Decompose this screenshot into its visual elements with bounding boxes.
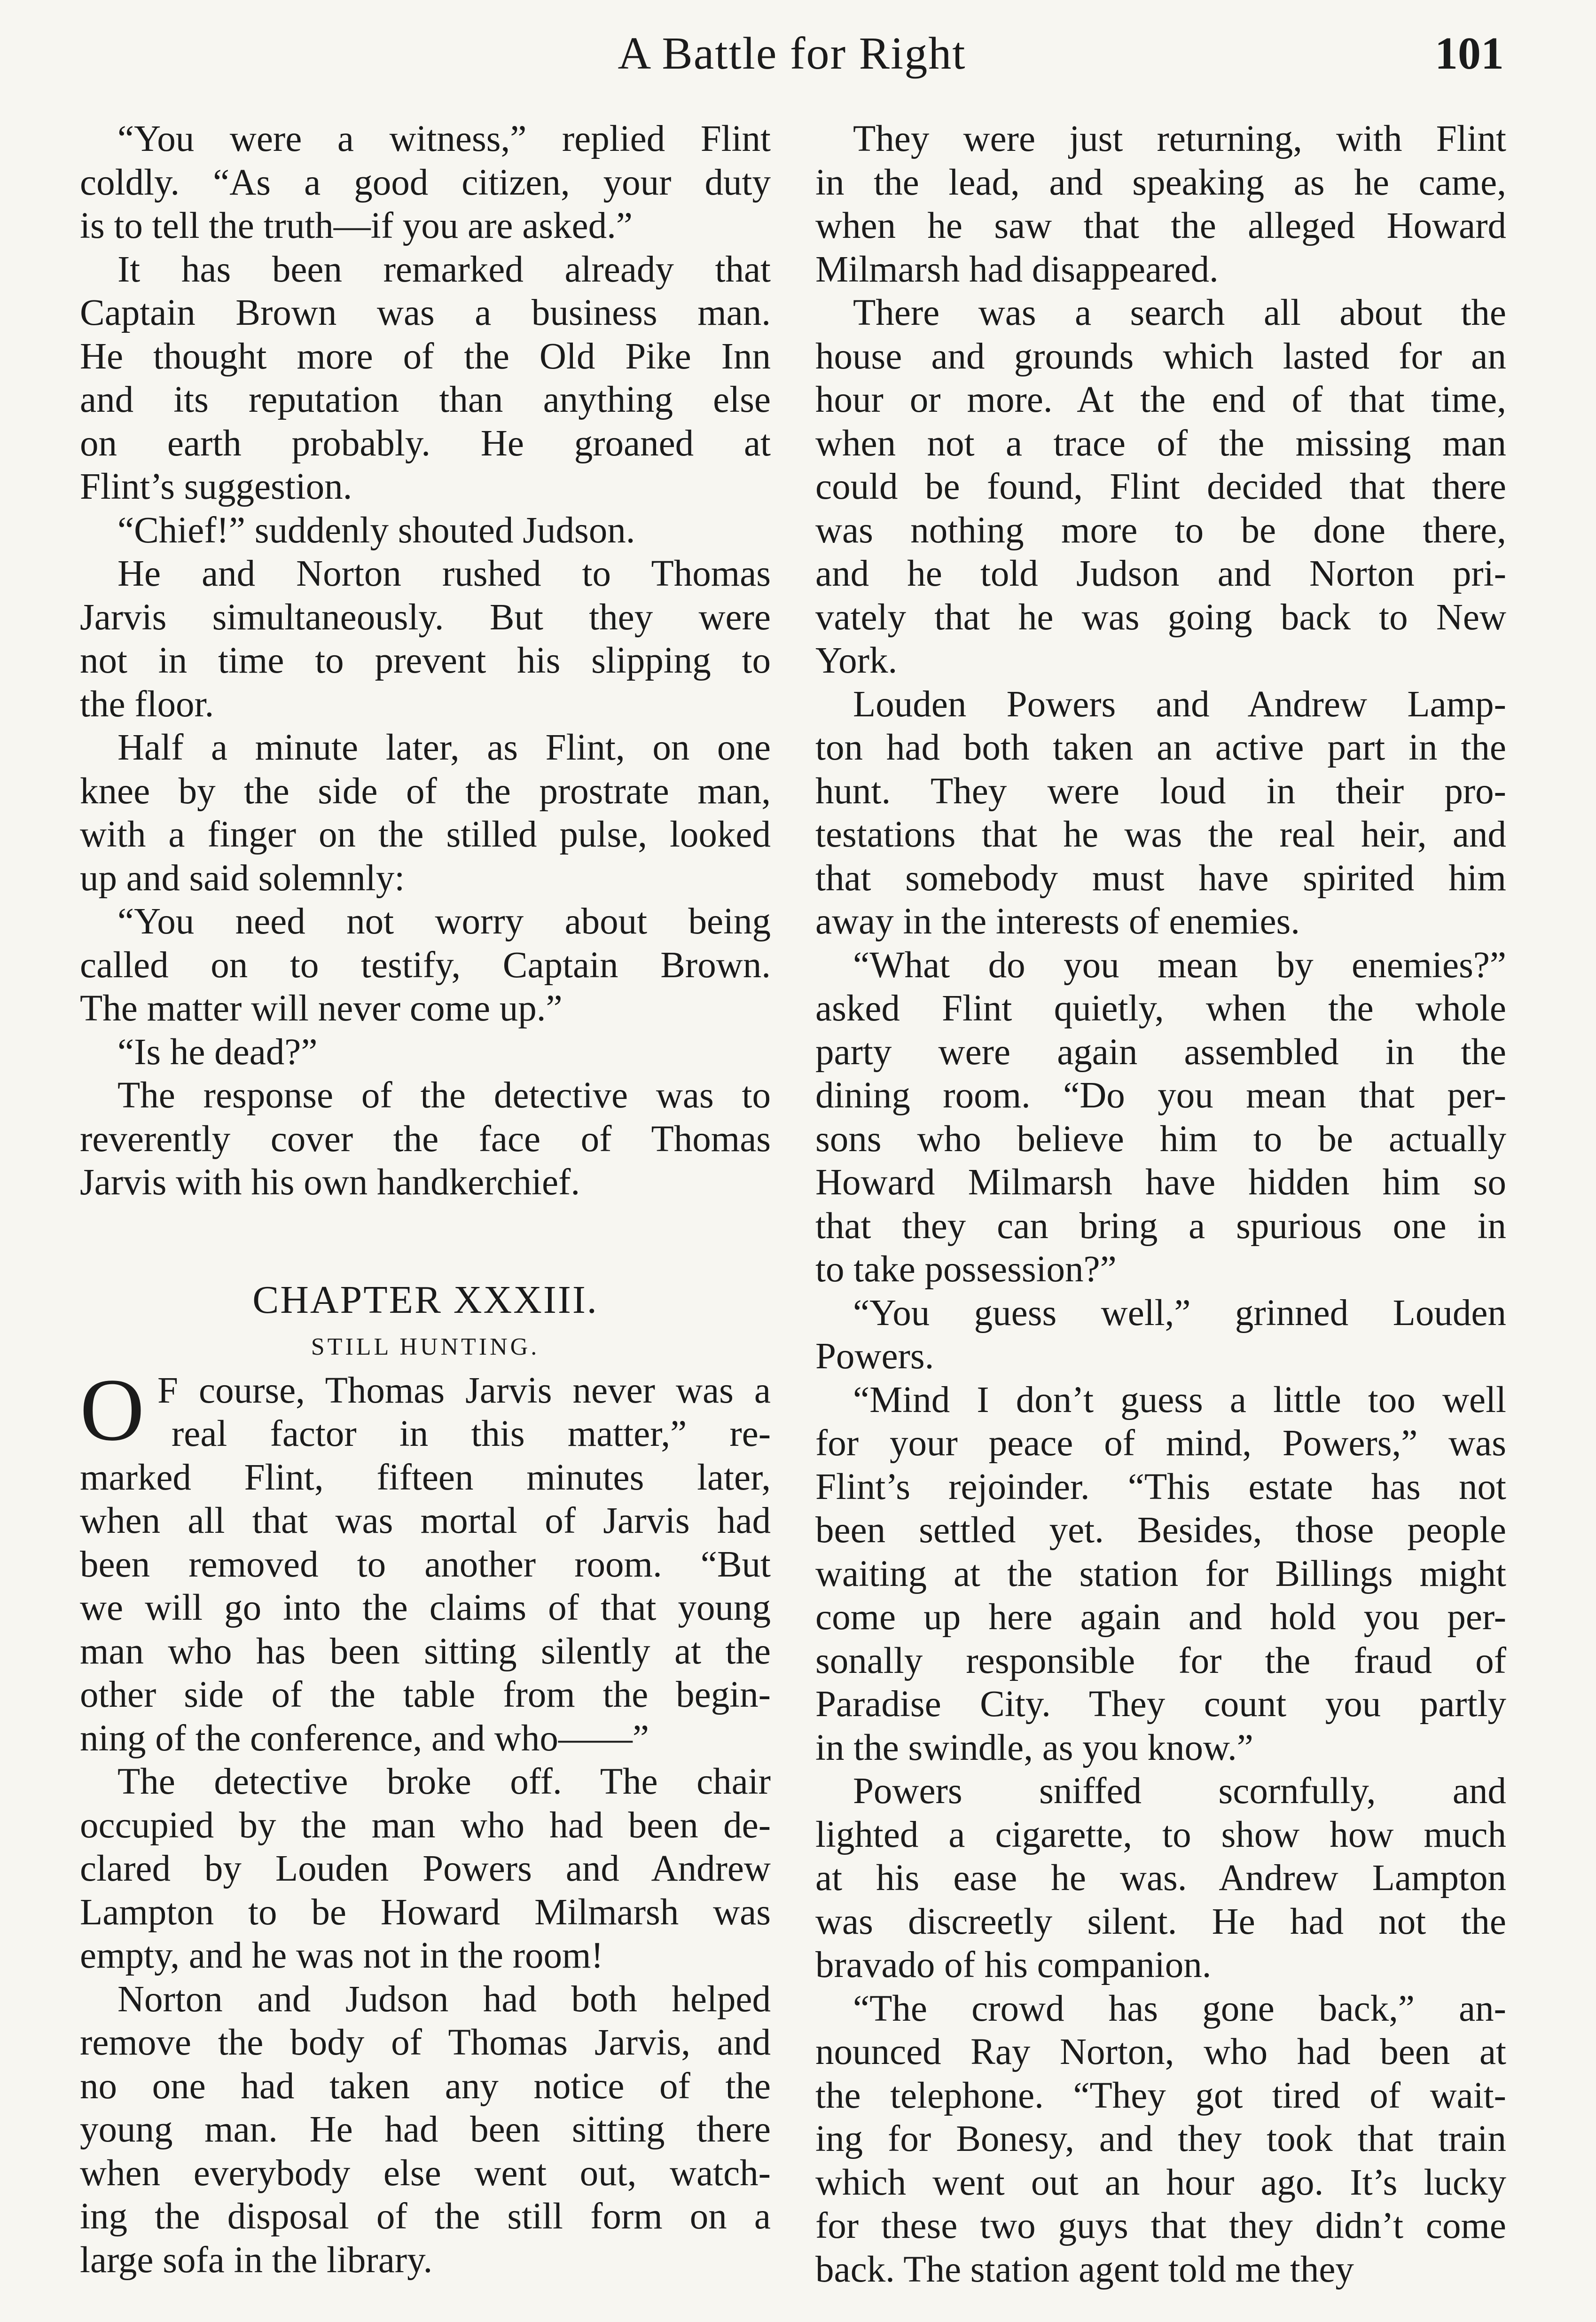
text-line: Norton and Judson had both helped: [117, 1978, 771, 2020]
text-line: “You guess well,” grinned Louden: [853, 1292, 1506, 1334]
text-line: Flint’s suggestion.: [80, 466, 352, 507]
text-line: Jarvis simultaneously. But they were: [80, 596, 771, 638]
text-line: “Chief!” suddenly shouted Judson.: [117, 510, 635, 551]
text-line: dining room. “Do you mean that per-: [815, 1075, 1506, 1116]
text-line: nounced Ray Norton, who had been at: [815, 2032, 1506, 2072]
text-line: They were just returning, with Flint: [853, 118, 1506, 159]
drop-cap: O: [80, 1360, 145, 1459]
text-line: on earth probably. He groaned at: [80, 423, 771, 464]
text-line: was nothing more to be done there,: [815, 510, 1506, 551]
left-column-text-before-chapter: [80, 118, 771, 1205]
page-header: [80, 27, 1504, 88]
text-line: house and grounds which lasted for an: [815, 336, 1506, 377]
text-line: coldly. “As a good citizen, your duty: [80, 162, 771, 203]
text-line: the floor.: [80, 683, 214, 725]
text-line: occupied by the man who had been de-: [80, 1804, 771, 1846]
text-line: at his ease he was. Andrew Lampton: [815, 1858, 1506, 1898]
text-line: come up here again and hold you per-: [815, 1597, 1506, 1638]
text-line: been removed to another room. “But: [80, 1544, 771, 1585]
text-line: young man. He had been sitting there: [80, 2109, 771, 2150]
text-line: Captain Brown was a business man.: [80, 292, 771, 333]
text-line: ton had both taken an active part in the: [815, 727, 1506, 768]
text-line: reverently cover the face of Thomas: [80, 1118, 771, 1160]
text-line: sons who believe him to be actually: [815, 1118, 1506, 1160]
text-line: no one had taken any notice of the: [80, 2065, 771, 2107]
page-number: 101: [1435, 28, 1504, 79]
text-line: F course, Thomas Jarvis never was a: [157, 1370, 771, 1411]
text-line: Paradise City. They count you partly: [815, 1684, 1506, 1725]
text-line: He thought more of the Old Pike Inn: [80, 336, 771, 377]
text-line: in the lead, and speaking as he came,: [815, 162, 1506, 203]
text-line: sonally responsible for the fraud of: [815, 1640, 1506, 1681]
text-line: and its reputation than anything else: [80, 379, 771, 420]
text-line: “You were a witness,” replied Flint: [117, 118, 771, 159]
text-line: Powers.: [815, 1336, 934, 1377]
text-line: called on to testify, Captain Brown.: [80, 944, 771, 986]
text-line: that they can bring a spurious one in: [815, 1205, 1506, 1247]
text-line: Jarvis with his own handkerchief.: [80, 1162, 580, 1203]
text-line: could be found, Flint decided that there: [815, 466, 1506, 507]
text-line: the telephone. “They got tired of wait-: [815, 2075, 1506, 2116]
text-line: up and said solemnly:: [80, 857, 405, 899]
text-line: The matter will never come up.”: [80, 988, 563, 1029]
text-line: party were again assembled in the: [815, 1031, 1506, 1073]
text-line: vately that he was going back to New: [815, 596, 1506, 638]
chapter-subtitle: STILL HUNTING.: [311, 1333, 540, 1360]
text-line: The response of the detective was to: [117, 1075, 771, 1116]
text-line: been settled yet. Besides, those people: [815, 1510, 1506, 1551]
text-line: was discreetly silent. He had not the: [815, 1901, 1506, 1942]
text-line: Powers sniffed scornfully, and: [853, 1771, 1506, 1812]
text-line: hour or more. At the end of that time,: [815, 379, 1506, 420]
chapter-heading: CHAPTER XXXIII.: [252, 1278, 598, 1322]
text-line: There was a search all about the: [853, 292, 1506, 333]
text-line: for these two guys that they didn’t come: [815, 2205, 1506, 2246]
text-line: Flint’s rejoinder. “This estate has not: [815, 1466, 1506, 1507]
text-line: “Is he dead?”: [117, 1031, 318, 1073]
text-line: not in time to prevent his slipping to: [80, 640, 771, 681]
text-line: clared by Louden Powers and Andrew: [80, 1848, 771, 1889]
text-line: man who has been sitting silently at the: [80, 1631, 771, 1672]
text-line: ning of the conference, and who——”: [80, 1718, 649, 1759]
text-line: Louden Powers and Andrew Lamp-: [853, 683, 1506, 725]
text-line: “You need not worry about being: [117, 901, 771, 942]
text-line: lighted a cigarette, to show how much: [815, 1814, 1506, 1855]
chapter-opening: [80, 1360, 771, 1459]
text-line: waiting at the station for Billings might: [815, 1553, 1506, 1594]
text-line: Howard Milmarsh have hidden him so: [815, 1162, 1506, 1203]
right-column-text: [815, 118, 1506, 2291]
text-line: bravado of his companion.: [815, 1945, 1212, 1985]
left-column: [80, 118, 771, 2282]
text-line: in the swindle, as you know.”: [815, 1727, 1253, 1768]
text-line: real factor in this matter,” re-: [172, 1413, 771, 1454]
right-column: [815, 118, 1506, 2291]
text-line: Lampton to be Howard Milmarsh was: [80, 1891, 771, 1933]
chapter-spacer: [80, 1205, 771, 1275]
text-line: away in the interests of enemies.: [815, 901, 1300, 942]
running-title: A Battle for Right: [618, 28, 966, 79]
text-line: marked Flint, fifteen minutes later,: [80, 1457, 771, 1498]
text-line: when everybody else went out, watch-: [80, 2152, 771, 2194]
text-line: is to tell the truth—if you are asked.”: [80, 205, 633, 246]
text-line: York.: [815, 640, 898, 681]
text-line: when not a trace of the missing man: [815, 423, 1506, 464]
text-line: when all that was mortal of Jarvis had: [80, 1500, 771, 1541]
text-line: Milmarsh had disappeared.: [815, 249, 1219, 290]
text-line: which went out an hour ago. It’s lucky: [815, 2162, 1506, 2203]
text-line: testations that he was the real heir, and: [815, 814, 1506, 855]
text-line: large sofa in the library.: [80, 2239, 433, 2281]
text-line: back. The station agent told me they: [815, 2249, 1354, 2290]
text-line: for your peace of mind, Powers,” was: [815, 1423, 1506, 1464]
left-column-text-after-chapter: [80, 1456, 771, 2283]
text-line: It has been remarked already that: [117, 249, 771, 290]
text-line: ing the disposal of the still form on a: [80, 2196, 771, 2237]
text-line: asked Flint quietly, when the whole: [815, 988, 1506, 1029]
text-line: He and Norton rushed to Thomas: [117, 553, 771, 594]
text-line: when he saw that the alleged Howard: [815, 205, 1506, 246]
text-line: to take possession?”: [815, 1249, 1117, 1290]
text-line: “What do you mean by enemies?”: [853, 944, 1506, 986]
text-line: knee by the side of the prostrate man,: [80, 770, 771, 812]
text-line: that somebody must have spirited him: [815, 857, 1506, 899]
text-line: ing for Bonesy, and they took that train: [815, 2118, 1506, 2159]
text-line: other side of the table from the begin-: [80, 1674, 771, 1715]
text-line: “Mind I don’t guess a little too well: [853, 1379, 1506, 1420]
text-line: Half a minute later, as Flint, on one: [117, 727, 771, 768]
text-line: we will go into the claims of that young: [80, 1587, 771, 1628]
text-line: and he told Judson and Norton pri-: [815, 553, 1506, 594]
text-line: hunt. They were loud in their pro-: [815, 770, 1506, 812]
text-line: empty, and he was not in the room!: [80, 1935, 603, 1976]
text-line: “The crowd has gone back,” an-: [853, 1988, 1506, 2029]
text-line: The detective broke off. The chair: [117, 1761, 771, 1802]
text-line: remove the body of Thomas Jarvis, and: [80, 2022, 771, 2063]
text-line: with a finger on the stilled pulse, looked: [80, 814, 771, 855]
